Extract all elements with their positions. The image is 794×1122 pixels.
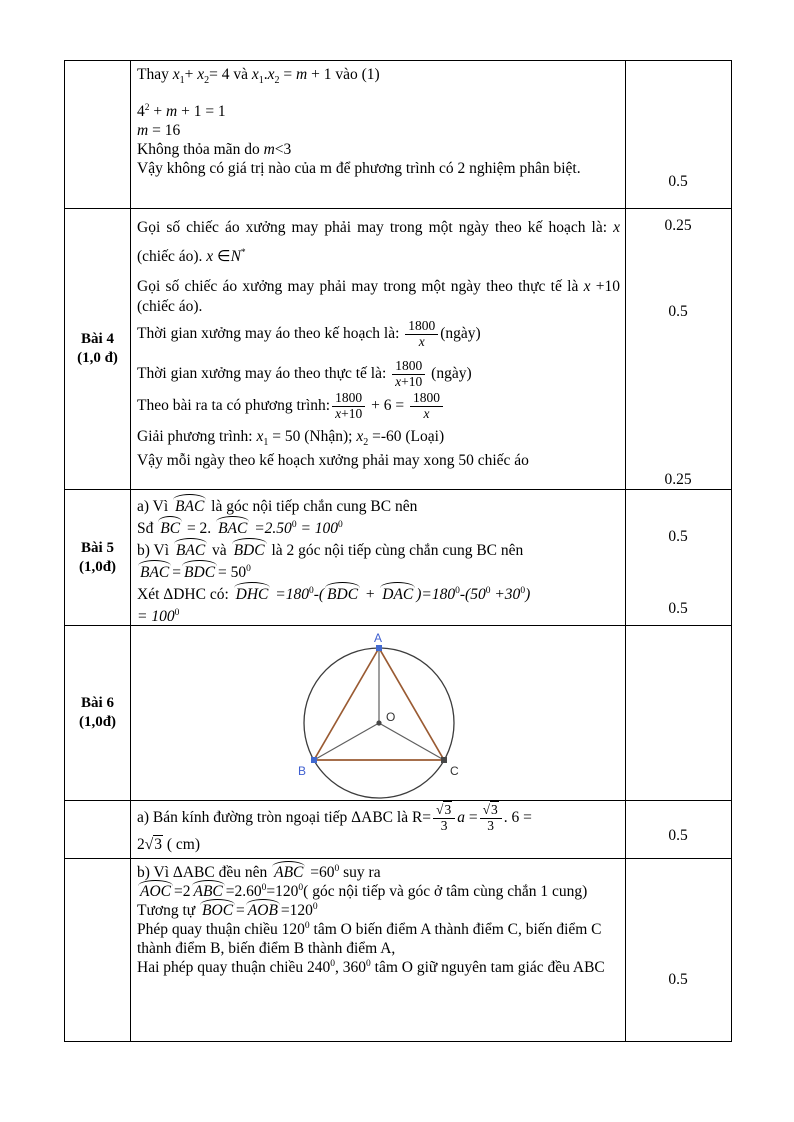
text-line: Tương tự BOC = AOB $=120^0$ — [137, 901, 318, 919]
label-A: A — [373, 631, 382, 645]
points-cell — [626, 859, 730, 1041]
text-line: Thời gian xưởng may áo theo kế hoạch là: $\frac{1800}{x}$ (ngày) — [137, 318, 481, 349]
text-line: Vậy mỗi ngày theo kế hoạch xưởng phải may xong 50 chiếc áo — [137, 452, 529, 470]
text-line: Gọi số chiếc áo xưởng may phải may trong một ngày theo kế hoạch là: x (chiếc áo). x ∈N* — [137, 219, 620, 265]
text-line: a) Vì BAC là góc nội tiếp chắn cung BC nên — [137, 496, 620, 518]
solution-cell — [131, 490, 626, 625]
points-value: 0.5 — [668, 600, 688, 617]
problem-points-label: (1,0 đ) — [77, 350, 118, 366]
text-line: b) Vì BAC và BDC là 2 góc nội tiếp cùng chắn cung BC nên — [137, 540, 620, 562]
table-row — [65, 209, 731, 490]
text-line: Không thỏa mãn do m<3 — [137, 141, 292, 158]
answer-key-table — [64, 60, 732, 1042]
text-line: Hai phép quay thuận chiều $240^0$, $360^0$ tâm O giữ nguyên tam giác đều ABC — [137, 958, 605, 976]
circle-diagram — [137, 630, 620, 800]
text-line: AOC =2 ABC $=2.60^0=120^0$( góc nội tiếp và góc ở tâm cùng chắn 1 cung) — [140, 882, 588, 900]
text-line: $4^2 + m + 1 = 1$ — [137, 102, 226, 120]
text-line: BAC = BDC = $50^0$ — [137, 562, 620, 584]
table-row — [65, 626, 731, 801]
text-line: b) Vì ΔABC đều nên ABC $=60^0$ suy ra — [137, 863, 381, 881]
points-value: 0.5 — [668, 971, 688, 988]
points-value: 0.5 — [668, 303, 688, 320]
point-O — [376, 720, 381, 725]
points-value: 0.25 — [664, 217, 692, 234]
points-value: 0.25 — [664, 471, 692, 488]
radius-OC — [379, 723, 444, 760]
text-line: Theo bài ra ta có phương trình: $\frac{1800}{x+10}$ + 6 = $\frac{1800}{x}$ — [137, 391, 620, 421]
text-line: m = 16 — [137, 122, 181, 139]
points-cell — [626, 61, 730, 208]
problem-label-cell — [65, 859, 131, 1041]
points-value: 0.5 — [668, 528, 688, 545]
point-C — [441, 757, 447, 763]
point-A — [376, 645, 382, 651]
table-row — [65, 61, 731, 209]
problem-label-cell — [65, 626, 131, 800]
label-O: O — [385, 710, 395, 724]
points-cell — [626, 626, 730, 800]
solution-cell — [131, 61, 626, 208]
problem-points-label: (1,0đ) — [78, 714, 117, 730]
point-B — [311, 757, 317, 763]
geometry-figure — [248, 631, 510, 800]
solution-cell — [131, 859, 626, 1041]
text-line: Thay $x_1+ x_2= 4$ và $x_1.x_2 = m + 1$ vào (1) — [137, 66, 380, 87]
text-line: a) Bán kính đường tròn ngoại tiếp ΔABC là R= $\frac{√3}{3}$ a = $\frac{√3}{3}$ . 6 = — [137, 802, 532, 833]
points-value: 0.5 — [668, 827, 688, 844]
problem-label: Bài 4 — [81, 331, 114, 347]
problem-label-cell — [65, 490, 131, 625]
table-row — [65, 490, 731, 626]
problem-label: Bài 6 — [81, 695, 114, 711]
points-cell — [626, 209, 730, 489]
table-row — [65, 859, 731, 1041]
solution-cell — [131, 209, 626, 489]
points-cell — [626, 801, 730, 858]
text-line: Phép quay thuận chiều $120^0$ tâm O biến điểm A thành điểm C, biến điểm C thành điểm B, biến điểm B thành điểm A, — [137, 920, 602, 957]
text-line: Thời gian xưởng may áo theo thực tế là: $\frac{1800}{x+10}$ (ngày) — [137, 358, 472, 389]
text-line: Giải phương trình: $x_1 = 50$ (Nhận); $x_2 =-60$ (Loại) — [137, 428, 445, 449]
problem-label-cell — [65, 801, 131, 858]
text-line: Sđ BC = 2. BAC $=2.50^0 = 100^0$ — [137, 518, 620, 540]
table-row — [65, 801, 731, 859]
radius-OB — [314, 723, 379, 760]
label-B: B — [297, 764, 306, 778]
solution-cell — [131, 801, 626, 858]
text-line: Gọi số chiếc áo xưởng may phải may trong một ngày theo thực tế là x +10 (chiếc áo). — [137, 278, 620, 315]
problem-points-label: (1,0đ) — [78, 558, 117, 575]
text-line: = $100^0$ — [137, 607, 180, 625]
diagram-cell — [131, 626, 626, 800]
text-line: Vậy không có giá trị nào của m để phương trình có 2 nghiệm phân biệt. — [137, 160, 581, 177]
problem-label-cell — [65, 61, 131, 208]
label-C: C — [449, 764, 459, 778]
problem-label: Bài 5 — [81, 539, 114, 556]
text-line: Xét ΔDHC có: DHC $=180^0-$( BDC + DAC )$=180^0-(50^0 +30^0)$ — [137, 584, 620, 606]
problem-label-cell — [65, 209, 131, 489]
points-cell — [626, 490, 730, 625]
points-value: 0.5 — [668, 173, 688, 190]
text-line: 2√3 ( cm) — [137, 836, 201, 854]
